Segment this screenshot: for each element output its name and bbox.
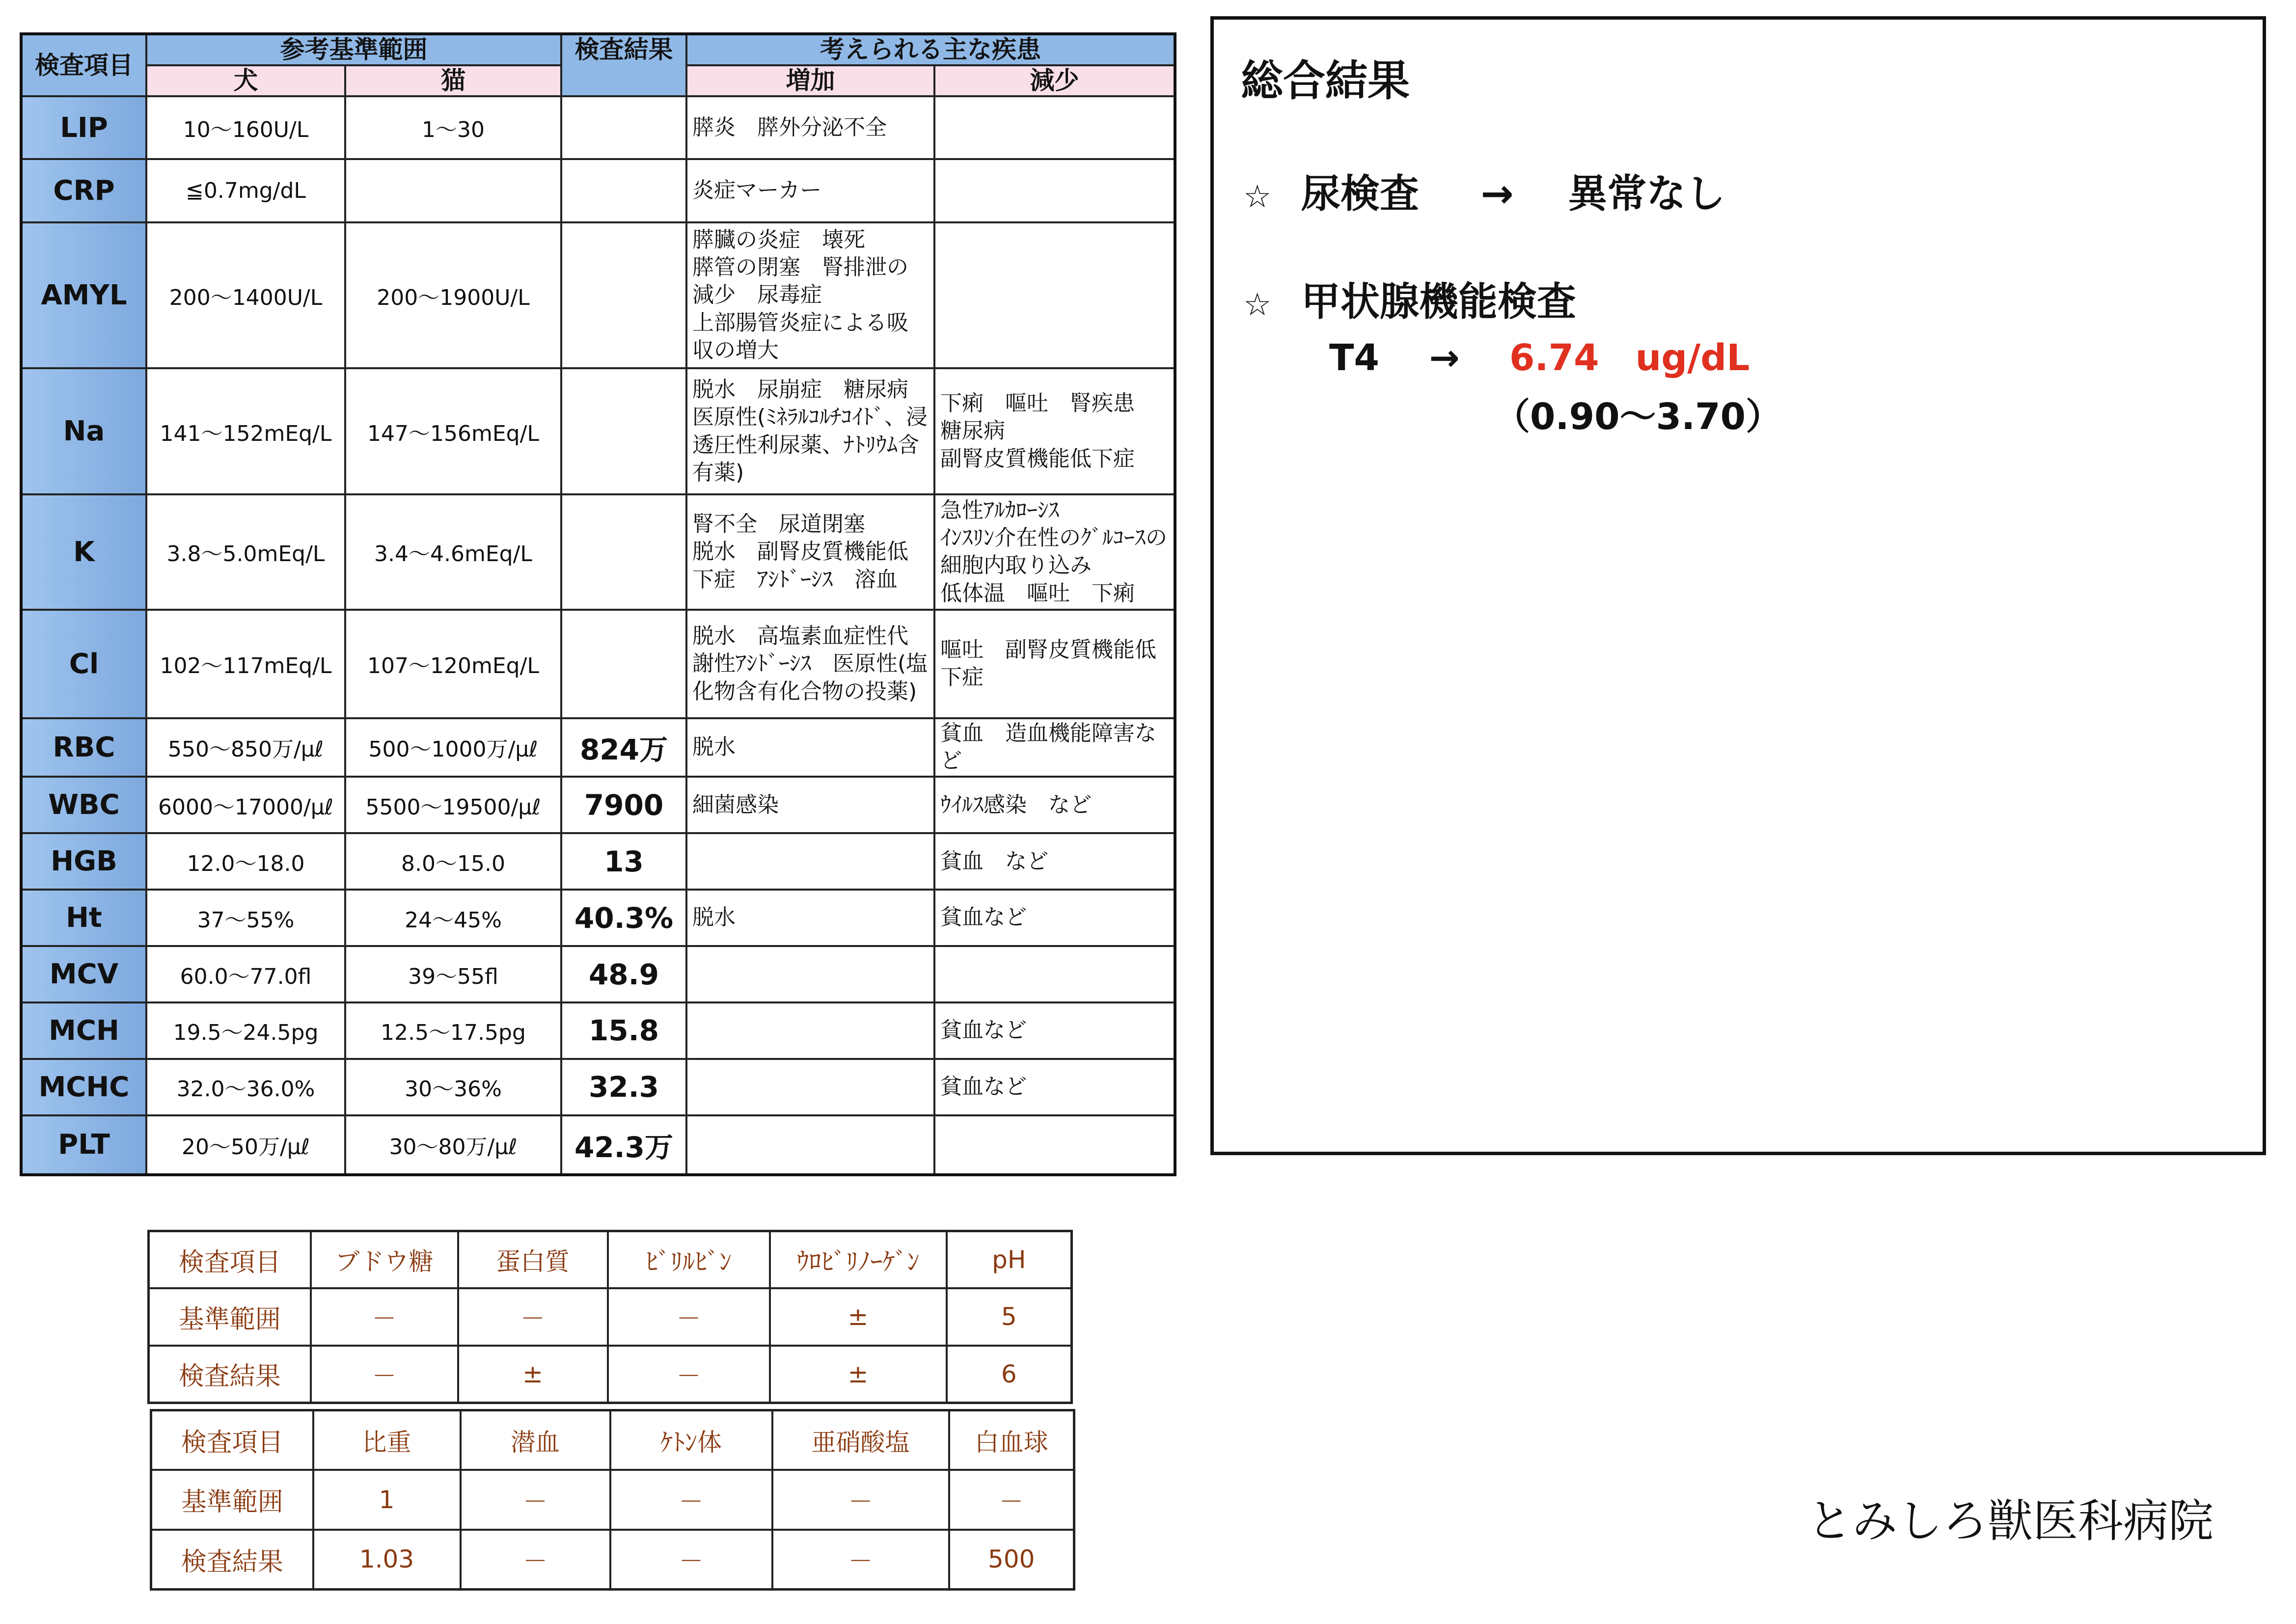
urine-cell: － bbox=[610, 1530, 772, 1590]
urine-cell: － bbox=[772, 1530, 949, 1590]
urine-cell: 蛋白質 bbox=[458, 1231, 608, 1289]
urine-row-label: 検査結果 bbox=[149, 1346, 311, 1403]
test-item-name: MCV bbox=[21, 946, 146, 1002]
test-item-name: CRP bbox=[21, 159, 146, 222]
dog-reference: 550～850万/μℓ bbox=[146, 718, 345, 777]
dog-reference: 37～55% bbox=[146, 890, 345, 946]
increase-diseases: 細菌感染 bbox=[686, 777, 934, 833]
urine-cell: － bbox=[608, 1346, 770, 1403]
urine-cell: pH bbox=[947, 1231, 1072, 1289]
cat-reference: 8.0～15.0 bbox=[345, 833, 561, 890]
test-result bbox=[561, 494, 686, 610]
star-icon: ☆ bbox=[1243, 179, 1272, 215]
urine-cell: － bbox=[311, 1346, 458, 1403]
urine-cell: － bbox=[608, 1288, 770, 1345]
decrease-diseases: 貧血 など bbox=[934, 833, 1175, 890]
test-result: 48.9 bbox=[561, 946, 686, 1002]
summary-box bbox=[1210, 16, 2266, 1155]
table-row bbox=[21, 494, 1175, 610]
urine-cell: ｳﾛﾋﾞﾘﾉｰｹﾞﾝ bbox=[770, 1231, 947, 1289]
dog-reference: 12.0～18.0 bbox=[146, 833, 345, 890]
table-row bbox=[21, 222, 1175, 369]
cat-reference: 200～1900U/L bbox=[345, 222, 561, 369]
table-row bbox=[21, 159, 1175, 222]
cat-reference: 500～1000万/μℓ bbox=[345, 718, 561, 777]
table-row bbox=[21, 368, 1175, 494]
test-result: 15.8 bbox=[561, 1002, 686, 1059]
increase-diseases: 腎不全 尿道閉塞 脱水 副腎皮質機能低下症 ｱｼﾄﾞｰｼｽ 溶血 bbox=[686, 494, 934, 610]
header-dog: 犬 bbox=[146, 65, 345, 97]
dog-reference: 19.5～24.5pg bbox=[146, 1002, 345, 1059]
test-item-name: Cl bbox=[21, 610, 146, 718]
dog-reference: 102～117mEq/L bbox=[146, 610, 345, 718]
test-item-name: MCHC bbox=[21, 1059, 146, 1115]
arrow-icon: → bbox=[1480, 171, 1514, 217]
decrease-diseases: 嘔吐 副腎皮質機能低下症 bbox=[934, 610, 1175, 718]
decrease-diseases bbox=[934, 222, 1175, 369]
cat-reference: 12.5～17.5pg bbox=[345, 1002, 561, 1059]
test-result bbox=[561, 368, 686, 494]
dog-reference: 20～50万/μℓ bbox=[146, 1115, 345, 1175]
test-item-name: WBC bbox=[21, 777, 146, 833]
dog-reference: 60.0～77.0fl bbox=[146, 946, 345, 1002]
urine-cell: － bbox=[949, 1470, 1074, 1529]
increase-diseases: 脱水 bbox=[686, 718, 934, 777]
increase-diseases: 脱水 高塩素血症性代謝性ｱｼﾄﾞｰｼｽ 医原性(塩化物含有化合物の投薬) bbox=[686, 610, 934, 718]
decrease-diseases: 急性ｱﾙｶﾛｰｼｽ ｲﾝｽﾘﾝ介在性のｸﾞﾙｺｰｽの細胞内取り込み 低体温 嘔吐 下痢 bbox=[934, 494, 1175, 610]
urine-cell: － bbox=[461, 1530, 610, 1590]
urine-cell: ブドウ糖 bbox=[311, 1231, 458, 1289]
test-item-name: Na bbox=[21, 368, 146, 494]
table-row bbox=[21, 1059, 1175, 1115]
header-result: 検査結果 bbox=[561, 34, 686, 96]
t4-label: T4 bbox=[1329, 337, 1379, 379]
urine-cell: － bbox=[458, 1288, 608, 1345]
urine-header-row bbox=[149, 1231, 1072, 1289]
test-result: 32.3 bbox=[561, 1059, 686, 1115]
test-result bbox=[561, 222, 686, 369]
urine-result: 異常なし bbox=[1568, 171, 1725, 217]
dog-reference: 6000～17000/μℓ bbox=[146, 777, 345, 833]
test-result bbox=[561, 610, 686, 718]
dog-reference: 10～160U/L bbox=[146, 96, 345, 159]
urine-table-1 bbox=[147, 1230, 1073, 1404]
thyroid-line bbox=[1243, 270, 1576, 326]
increase-diseases bbox=[686, 1115, 934, 1175]
decrease-diseases: 下痢 嘔吐 腎疾患 糖尿病 副腎皮質機能低下症 bbox=[934, 368, 1175, 494]
test-result: 13 bbox=[561, 833, 686, 890]
urine-result-row bbox=[151, 1530, 1074, 1590]
test-item-name: AMYL bbox=[21, 222, 146, 369]
t4-value: 6.74 ug/dL bbox=[1509, 337, 1750, 379]
urine-cell: 比重 bbox=[313, 1410, 461, 1470]
increase-diseases: 脱水 bbox=[686, 890, 934, 946]
table-row bbox=[21, 946, 1175, 1002]
urine-header-row bbox=[151, 1410, 1074, 1470]
increase-diseases: 膵炎 膵外分泌不全 bbox=[686, 96, 934, 159]
test-item-name: LIP bbox=[21, 96, 146, 159]
decrease-diseases bbox=[934, 96, 1175, 159]
dog-reference: ≦0.7mg/dL bbox=[146, 159, 345, 222]
cat-reference: 30～36% bbox=[345, 1059, 561, 1115]
decrease-diseases: 貧血など bbox=[934, 1002, 1175, 1059]
test-item-name: Ht bbox=[21, 890, 146, 946]
table-row bbox=[21, 890, 1175, 946]
urine-cell: － bbox=[461, 1470, 610, 1529]
urine-cell: ± bbox=[770, 1346, 947, 1403]
urine-cell: 潜血 bbox=[461, 1410, 610, 1470]
table-row bbox=[21, 1115, 1175, 1175]
test-result: 824万 bbox=[561, 718, 686, 777]
test-item-name: MCH bbox=[21, 1002, 146, 1059]
decrease-diseases: 貧血など bbox=[934, 1059, 1175, 1115]
urine-row-label: 基準範囲 bbox=[151, 1470, 313, 1529]
urine-cell: 500 bbox=[949, 1530, 1074, 1590]
urine-label: 尿検査 bbox=[1301, 171, 1419, 217]
urine-result-row bbox=[149, 1346, 1072, 1403]
table-row bbox=[21, 96, 1175, 159]
decrease-diseases bbox=[934, 159, 1175, 222]
test-result bbox=[561, 96, 686, 159]
decrease-diseases: 貧血 造血機能障害など bbox=[934, 718, 1175, 777]
urine-row-label: 検査項目 bbox=[151, 1410, 313, 1470]
urine-cell: ± bbox=[458, 1346, 608, 1403]
decrease-diseases bbox=[934, 1115, 1175, 1175]
blood-test-table bbox=[20, 32, 1176, 1176]
cat-reference bbox=[345, 159, 561, 222]
cat-reference: 30～80万/μℓ bbox=[345, 1115, 561, 1175]
header-item: 検査項目 bbox=[21, 34, 146, 96]
decrease-diseases: 貧血など bbox=[934, 890, 1175, 946]
dog-reference: 200～1400U/L bbox=[146, 222, 345, 369]
urine-reference-row bbox=[151, 1470, 1074, 1529]
header-diseases: 考えられる主な疾患 bbox=[686, 34, 1175, 65]
increase-diseases: 炎症マーカー bbox=[686, 159, 934, 222]
urine-row-label: 検査項目 bbox=[149, 1231, 311, 1289]
test-item-name: RBC bbox=[21, 718, 146, 777]
urine-cell: 6 bbox=[947, 1346, 1072, 1403]
urine-cell: 亜硝酸塩 bbox=[772, 1410, 949, 1470]
cat-reference: 3.4～4.6mEq/L bbox=[345, 494, 561, 610]
increase-diseases: 膵臓の炎症 壊死 膵管の閉塞 腎排泄の減少 尿毒症 上部腸管炎症による吸収の増大 bbox=[686, 222, 934, 369]
header-decrease: 減少 bbox=[934, 65, 1175, 97]
cat-reference: 1～30 bbox=[345, 96, 561, 159]
increase-diseases bbox=[686, 833, 934, 890]
urine-cell: 1.03 bbox=[313, 1530, 461, 1590]
urine-cell: － bbox=[311, 1288, 458, 1345]
test-item-name: HGB bbox=[21, 833, 146, 890]
summary-title: 総合結果 bbox=[1241, 56, 1410, 106]
blood-test-rows bbox=[21, 96, 1175, 1175]
table-row bbox=[21, 833, 1175, 890]
test-result bbox=[561, 159, 686, 222]
test-result: 7900 bbox=[561, 777, 686, 833]
t4-range: （0.90～3.70） bbox=[1494, 396, 1782, 438]
urine-cell: 白血球 bbox=[949, 1410, 1074, 1470]
table-row bbox=[21, 777, 1175, 833]
dog-reference: 141～152mEq/L bbox=[146, 368, 345, 494]
star-icon: ☆ bbox=[1243, 287, 1272, 323]
urine-cell: ± bbox=[770, 1288, 947, 1345]
cat-reference: 39～55fl bbox=[345, 946, 561, 1002]
cat-reference: 24～45% bbox=[345, 890, 561, 946]
urine-cell: 1 bbox=[313, 1470, 461, 1529]
test-item-name: K bbox=[21, 494, 146, 610]
header-cat: 猫 bbox=[345, 65, 561, 97]
urine-cell: ﾋﾞﾘﾙﾋﾞﾝ bbox=[608, 1231, 770, 1289]
dog-reference: 32.0～36.0% bbox=[146, 1059, 345, 1115]
clinic-name: とみしろ獣医科病院 bbox=[1807, 1495, 2214, 1547]
urine-row-label: 基準範囲 bbox=[149, 1288, 311, 1345]
urine-row-label: 検査結果 bbox=[151, 1530, 313, 1590]
increase-diseases bbox=[686, 1002, 934, 1059]
cat-reference: 107～120mEq/L bbox=[345, 610, 561, 718]
table-row bbox=[21, 610, 1175, 718]
cat-reference: 147～156mEq/L bbox=[345, 368, 561, 494]
increase-diseases bbox=[686, 946, 934, 1002]
test-item-name: PLT bbox=[21, 1115, 146, 1175]
decrease-diseases bbox=[934, 946, 1175, 1002]
urine-cell: － bbox=[610, 1470, 772, 1529]
urine-cell: － bbox=[772, 1470, 949, 1529]
thyroid-label: 甲状腺機能検査 bbox=[1301, 279, 1576, 325]
table-row bbox=[21, 718, 1175, 777]
dog-reference: 3.8～5.0mEq/L bbox=[146, 494, 345, 610]
urine-cell: 5 bbox=[947, 1288, 1072, 1345]
header-increase: 増加 bbox=[686, 65, 934, 97]
urine-summary-line bbox=[1243, 162, 1725, 218]
t4-line bbox=[1329, 329, 1749, 381]
header-reference-range: 参考基準範囲 bbox=[146, 34, 561, 65]
table-row bbox=[21, 1002, 1175, 1059]
increase-diseases bbox=[686, 1059, 934, 1115]
cat-reference: 5500～19500/μℓ bbox=[345, 777, 561, 833]
urine-table-2 bbox=[150, 1409, 1075, 1591]
increase-diseases: 脱水 尿崩症 糖尿病 医原性(ﾐﾈﾗﾙｺﾙﾁｺｲﾄﾞ、浸透圧性利尿薬、ﾅﾄﾘｳﾑ含有薬) bbox=[686, 368, 934, 494]
urine-reference-row bbox=[149, 1288, 1072, 1345]
test-result: 42.3万 bbox=[561, 1115, 686, 1175]
urine-cell: ｹﾄﾝ体 bbox=[610, 1410, 772, 1470]
test-result: 40.3% bbox=[561, 890, 686, 946]
decrease-diseases: ｳｲﾙｽ感染 など bbox=[934, 777, 1175, 833]
arrow-icon: → bbox=[1429, 337, 1460, 379]
